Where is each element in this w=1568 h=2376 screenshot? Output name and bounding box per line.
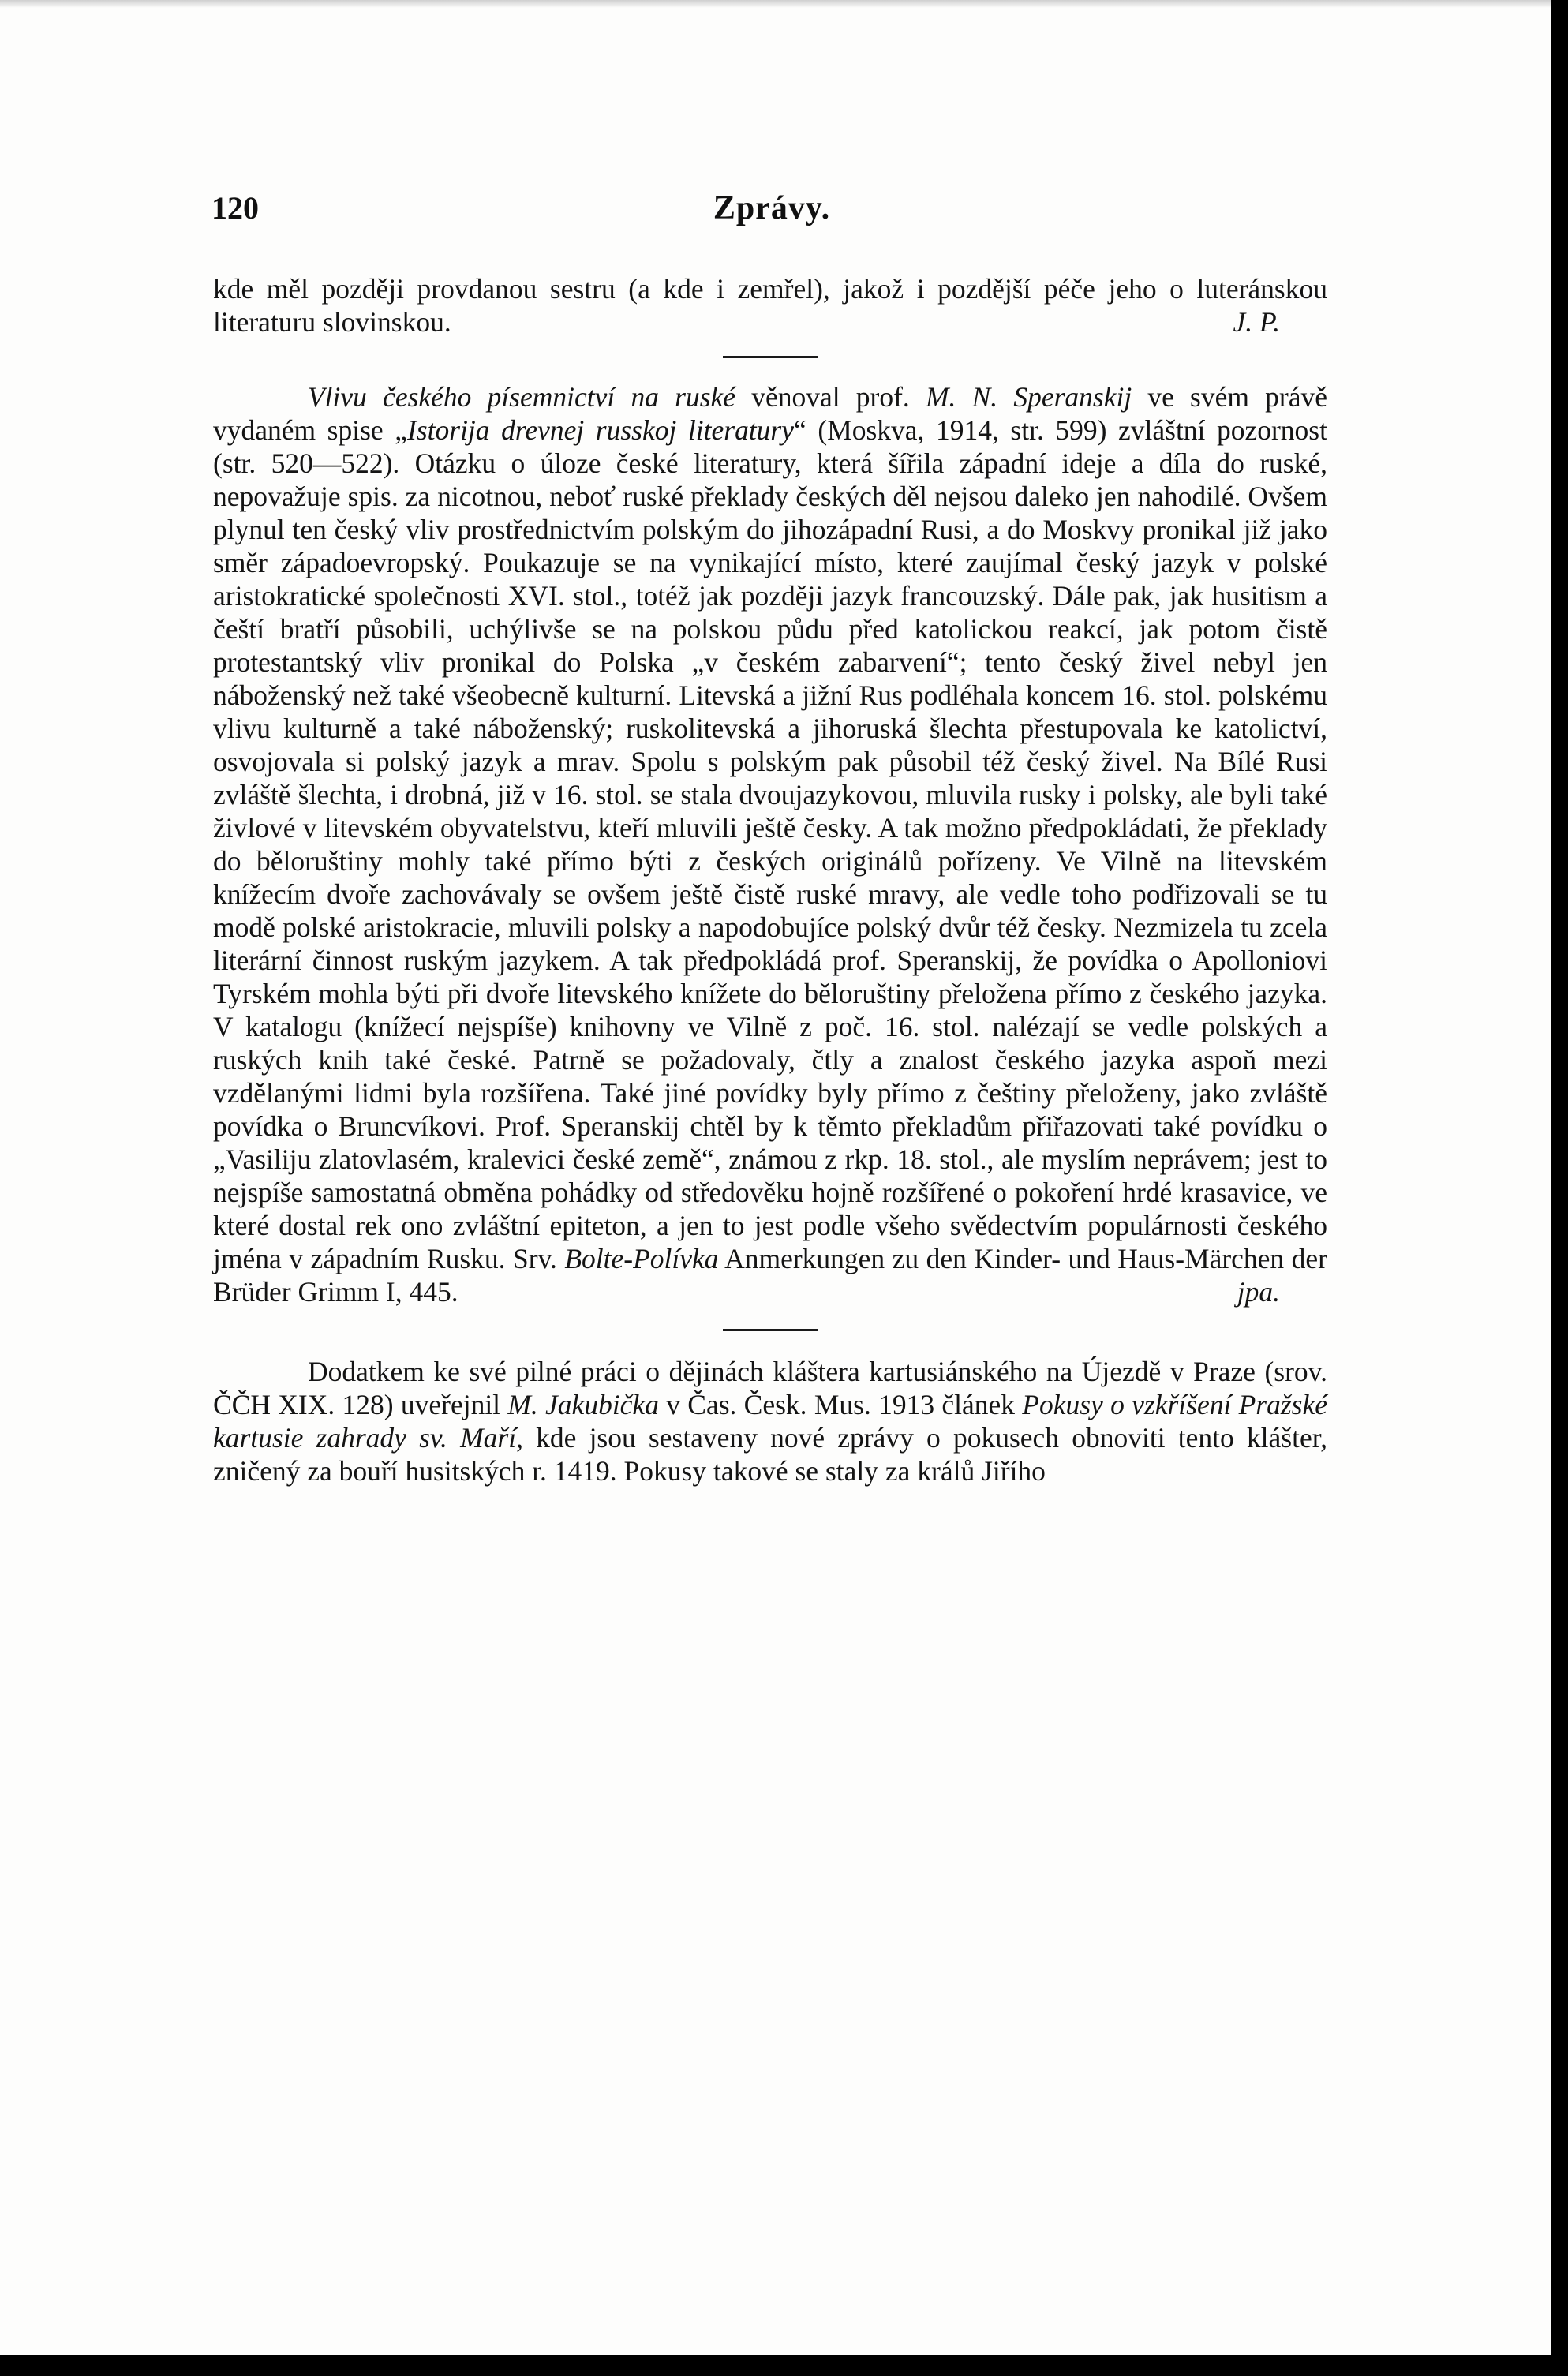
reference-authors: Bolte-Polívka <box>564 1243 719 1274</box>
scan-edge-bottom <box>0 2355 1568 2376</box>
author-name: M. Jakubička <box>507 1389 659 1420</box>
paragraph-2-body: “ (Moskva, 1914, str. 599) zvláštní pozornost (str. 520—522). Otázku o úloze české literatury, která šířila západní ideje a díla do ruské, nepovažuje spis. za nicotnou, neboť ruské překlady českých děl nejsou daleko jen nahodilé. Ovšem plynul ten český vliv prostřednictvím polským do jihozápadní Rusi, a do Moskvy pronikal již jako směr západoevropský. Poukazuje se na vynikající místo, které zaujímal český jazyk v polské aristokratické společnosti XVI. stol., totéž jak později jazyk francouzský. Dále pak, jak husitism a čeští bratří působili, uchýlivše se na polskou půdu před katolickou reakcí, jak potom čistě protestantský vliv pronikal do Polska „v českém zabarvení“; tento český živel nebyl jen náboženský než také všeobecně kulturní. Litevská a jižní Rus podléhala koncem 16. stol. polskému vlivu kulturně a také náboženský; ruskolitevská a jihoruská šlechta přestupovala ke katolictví, osvojovala si polský jazyk a mrav. Spolu s polským pak působil též český živel. Na Bílé Rusi zvláště šlechta, i drobná, již v 16. stol. se stala dvoujazykovou, mluvila rusky i polsky, ale byli také živlové v litevském obyvatelstvu, kteří mluvili ještě česky. A tak možno předpokládati, že překlady do běloruštiny mohly také přímo býti z českých originálů pořízeny. Ve Vilně na litevském knížecím dvoře zachovávaly se ovšem ještě čistě ruské mravy, ale vedle toho podřizovali se tu modě polské aristokracie, mluvili polsky a napodobujíce polský dvůr též česky. Nezmizela tu zcela literární činnost ruským jazykem. A tak předpokládá prof. Speranskij, že povídka o Apolloniovi Tyrském mohla býti při dvoře litevského knížete do běloruštiny přeložena přímo z českého jazyka. V katalogu (knížecí nejspíše) knihovny ve Vilně z poč. 16. stol. nalézají se vedle polských a ruských knih také české. Patrně se požadovaly, čtly a znalost českého jazyka aspoň mezi vzdělanými lidmi byla rozšířena. Také jiné povídky byly přímo z češtiny přeloženy, jako zvláště povídka o Bruncvíkovi. Prof. Speranskij chtěl by k těmto překladům přiřazovati také povídku o „Vasiliju zlatovlasém, kralevici české země“, známou z rkp. 18. stol., ale myslím neprávem; jest to nejspíše samostatná obměna pohádky od středověku hojně rozšířené o pokoření hrdé krasavice, ve které dostal rek ono zvláštní epiteton, a jen to jest podle všeho svědectvím populárnosti českého jména v západním Rusku. Srv. <box>213 414 1327 1274</box>
scan-shadow <box>0 0 1551 8</box>
paragraph-3-mid: v Čas. Česk. Mus. 1913 článek <box>658 1389 1023 1420</box>
text-column <box>213 272 1327 1487</box>
author-name: M. N. Speranskij <box>925 381 1132 413</box>
paragraph-2 <box>213 380 1327 1308</box>
scan-edge-right <box>1551 0 1568 2376</box>
section-divider <box>723 1329 818 1331</box>
paragraph-1 <box>213 272 1327 339</box>
article-title: Vlivu českého písemnictví na ruské <box>308 381 736 413</box>
paragraph-3-body: , kde jsou sestaveny nové zprávy o pokusech obnoviti tento klášter, zničený za bouří husitských r. 1419. Pokusy takové se staly za králů Jiřího <box>213 1422 1327 1487</box>
running-head <box>211 189 1332 237</box>
running-title: Zprávy. <box>713 190 831 226</box>
section-divider <box>723 356 818 358</box>
signature-jpa: jpa. <box>1237 1276 1280 1308</box>
article-title: Pokusy o vzkříšení Pražské kartusie zahrady sv. Maří <box>213 1389 1327 1454</box>
page-number: 120 <box>211 190 259 226</box>
paragraph-2-intro: věnoval prof. <box>735 381 926 413</box>
paragraph-2-lead: ve svém právě vydaném spise „ <box>213 381 1328 446</box>
book-title: Istorija drevnej russkoj literatury <box>407 414 795 446</box>
paragraph-1-text: kde měl později provdanou sestru (a kde i zemřel), jakož i pozdější péče jeho o luteránskou literaturu slovinskou. <box>213 273 1327 338</box>
reference-title: Anmerkungen zu den Kinder- und Haus-Märchen der Brüder Grimm I, 445. <box>213 1243 1327 1308</box>
paragraph-3 <box>213 1355 1327 1487</box>
signature-jp: J. P. <box>1233 306 1280 338</box>
paragraph-3-intro: Dodatkem ke své pilné práci o dějinách kláštera kartusiánského na Újezdě v Praze (srov. ČČH XIX. 128) uveřejnil <box>213 1356 1327 1420</box>
